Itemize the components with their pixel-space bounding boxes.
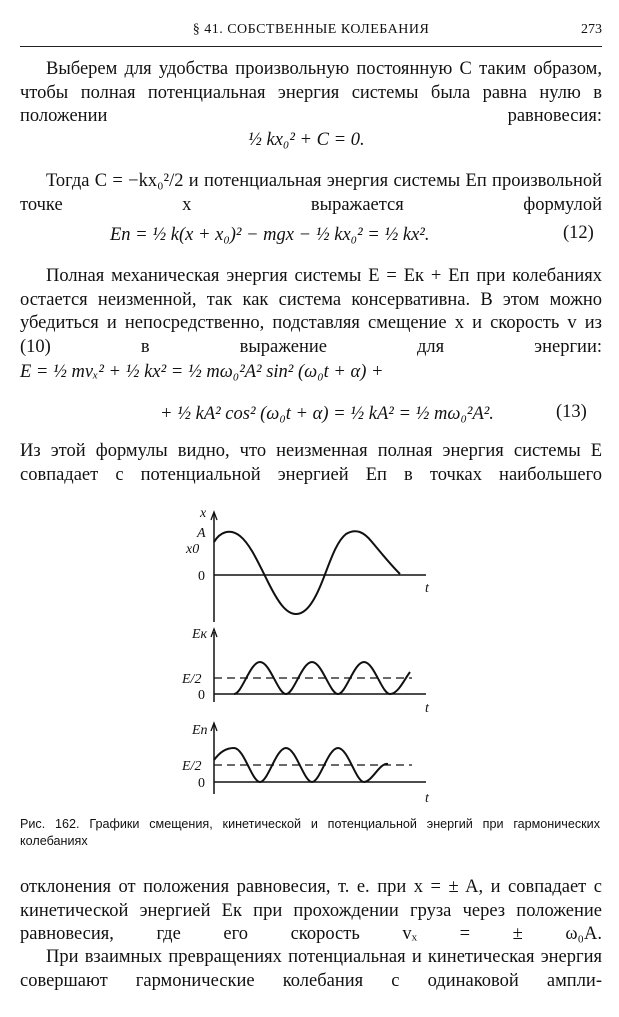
panel3-x-label: t	[425, 791, 429, 806]
panel3-tick-0: 0	[198, 776, 205, 791]
panel3-tick-half: E/2	[182, 759, 202, 774]
panel1-tick-A: A	[197, 526, 206, 541]
paragraph-4: Из этой формулы видно, что неизменная полная энергия системы E совпадает с потенциальной энергией Eп в точках наибольшего	[20, 441, 602, 485]
paragraph-5: отклонения от положения равновесия, т. е. при x = ± A, и совпадает с кинетической энергией Eк при прохождении груза через положение равновесия, где его скорость vₓ = ± ω₀A.	[20, 877, 602, 944]
equation-13-line-1: E = ½ mvₓ² + ½ kx² = ½ mω₀²A² sin² (ω₀t + α) +	[20, 362, 384, 382]
panel2-tick-half: E/2	[182, 672, 202, 687]
panel2-x-label: t	[425, 701, 429, 716]
paragraph-3: Полная механическая энергия системы E = Eк + Eп при колебаниях остается неизменной, так как система консервативна. В этом можно убедиться и непосредственно, подставляя смещение x и скорость v из (10) в выражение для энергии:	[20, 266, 602, 357]
panel1-tick-x0: x0	[186, 542, 200, 557]
equation-12-number: (12)	[563, 223, 594, 243]
panel3-y-label: Eп	[192, 723, 208, 738]
figure-caption: Рис. 162. Графики смещения, кинетической и потенциальной энергий при гармонических колебаниях	[20, 817, 600, 848]
panel-potential	[181, 723, 430, 806]
panel2-y-label: Eк	[192, 627, 208, 642]
panel1-y-label: x	[200, 506, 207, 521]
paragraph-6: При взаимных превращениях потенциальная и кинетическая энергия совершают гармонические колебания с одинаковой ампли-	[20, 947, 602, 991]
panel1-x-label: t	[425, 581, 429, 596]
panel-kinetic	[181, 627, 430, 716]
displacement-curve	[214, 531, 400, 614]
page-number: 273	[581, 22, 602, 37]
equation-12: Eп = ½ k(x + x₀)² − mgx − ½ kx₀² = ½ kx².	[110, 225, 430, 245]
running-header	[20, 22, 602, 47]
section-title: § 41. СОБСТВЕННЫЕ КОЛЕБАНИЯ	[192, 22, 430, 37]
paragraph-1: Выберем для удобства произвольную постоянную C таким образом, чтобы полная потенциальная энергия системы была равна нулю в положении равновесия:	[20, 59, 602, 126]
panel2-tick-0: 0	[198, 688, 205, 703]
figure-162	[150, 502, 450, 812]
equation-13-line-2: + ½ kA² cos² (ω₀t + α) = ½ kA² = ½ mω₀²A².	[160, 404, 494, 424]
panel-displacement	[185, 506, 430, 622]
panel1-tick-0: 0	[198, 569, 205, 584]
equation-13-number: (13)	[556, 402, 587, 422]
paragraph-2: Тогда C = −kx₀²/2 и потенциальная энергия системы Eп произвольной точке x выражается формулой	[20, 171, 602, 215]
equation-1: ½ kx₀² + C = 0.	[248, 130, 365, 150]
